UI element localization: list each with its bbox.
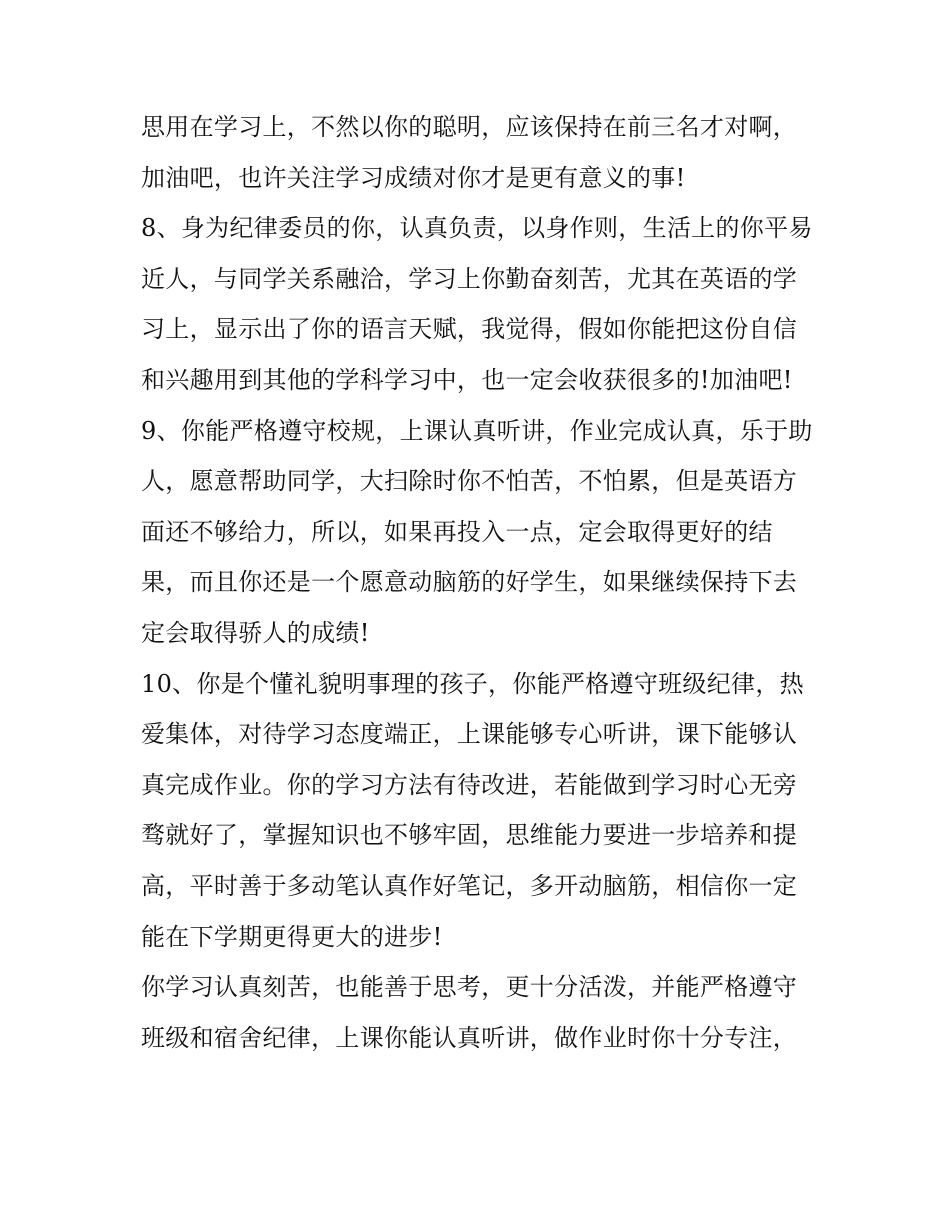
paragraph-comment-10: 10、你是个懂礼貌明事理的孩子，你能严格遵守班级纪律，热爱集体，对待学习态度端正，上课能够专心听讲，课下能够认真完成作业。你的学习方法有待改进，若能做到学习时心无旁骛就好了，掌握知识也不够牢固，思维能力要进一步培养和提高，平时善于多动笔认真作好笔记，多开动脑筋，相信你一定能在下学期更得更大的进步! <box>141 669 804 951</box>
paragraph-comment-8: 8、身为纪律委员的你，认真负责，以身作则，生活上的你平易近人，与同学关系融洽，学习上你勤奋刻苦，尤其在英语的学习上，显示出了你的语言天赋，我觉得，假如你能把这份自信和兴趣用到其他的学科学习中，也一定会收获很多的!加油吧! <box>141 214 813 394</box>
paragraph-comment-next: 你学习认真刻苦，也能善于思考，更十分活泼，并能严格遵守班级和宿舍纪律，上课你能认真听讲，做作业时你十分专注， <box>141 973 798 1052</box>
paragraph-continuation: 思用在学习上，不然以你的聪明，应该保持在前三名才对啊，加油吧，也许关注学习成绩对你才是更有意义的事! <box>141 113 798 192</box>
paragraph-comment-9: 9、你能严格遵守校规，上课认真听讲，作业完成认真，乐于助人，愿意帮助同学，大扫除时你不怕苦，不怕累，但是英语方面还不够给力，所以，如果再投入一点，定会取得更好的结果，而且你还是一个愿意动脑筋的好学生，如果继续保持下去定会取得骄人的成绩! <box>141 416 813 647</box>
document-body <box>141 102 813 1063</box>
